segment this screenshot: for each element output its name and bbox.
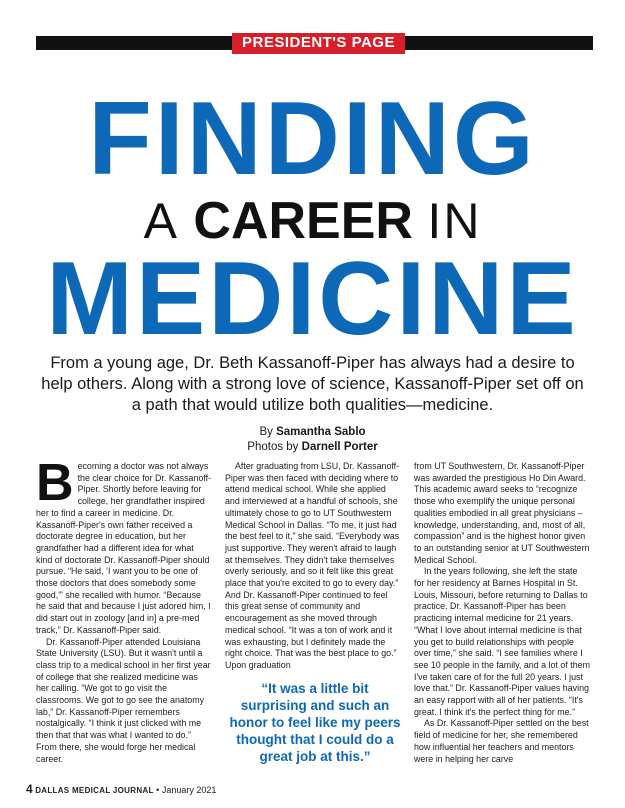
photos-prefix: Photos by [247,441,299,453]
issue-date: January 2021 [161,785,217,795]
author-name: Samantha Sablo [276,426,366,438]
section-label: PRESIDENT'S PAGE [232,33,405,54]
journal-name: DALLAS MEDICAL JOURNAL [35,786,154,795]
title-word-a: A [143,193,179,249]
page-footer [26,782,216,796]
byline-author [0,425,625,440]
title-line-medicine: MEDICINE [46,241,579,357]
photographer-name: Darnell Porter [301,441,378,453]
pull-quote: “It was a little bit surprising and such an honor to feel like my peers thought that I could do a great job at this.” [229,681,401,764]
title-line-finding: FINDING [88,81,537,197]
title-word-in: IN [427,193,482,249]
body-column-2 [225,461,401,672]
article-dek: From a young age, Dr. Beth Kassanoff-Piper has always had a desire to help others. Along with a strong love of science, Kassanoff-Piper set off on a path that would utilize both qualities—medicine. [41,354,584,414]
drop-cap: B [36,454,74,512]
body-column-1 [36,454,212,765]
paragraph: As Dr. Kassanoff-Piper settled on the best field of medicine for her, she remembered how influential her teachers and mentors were in helping her carve [414,718,589,764]
paragraph-text: ecoming a doctor was not always the clear choice for Dr. Kassanoff-Piper. Shortly before leaving for college, her grandfather inspired her to find a career in medicine. Dr. Kassanoff-Piper's own father received a doctorate degree in education, but her grandfather had a different idea for what kind of doctorate Dr. Kassanoff-Piper should pursue. “He said, ‘I want you to be one of those doctors that does somebody some good,'” she recalled with humor. “Because he said that and because I just adored him, I did start out in zoology [and in] a pre-med track,” Dr. Kassanoff-Piper said. [36,461,212,635]
paragraph: from UT Southwestern, Dr. Kassanoff-Piper was awarded the prestigious Ho Din Award. This academic award seeks to “recognize those who exemplify the unique personal qualities embodied in all great physicians – knowledge, understanding, and, most of all, compassion” and is the highest honor given to an outstanding senior at UT Southwestern Medical School. [414,461,590,565]
footer-separator: • [156,785,160,795]
byline-prefix: By [259,426,273,438]
title-word-career: CAREER [193,192,413,250]
paragraph [36,454,212,637]
paragraph: After graduating from LSU, Dr. Kassanoff-Piper was then faced with deciding where to attend medical school. While she applied and interviewed at a handful of schools, she ultimately chose to go to UT Southwestern Medical School in Dallas. “To me, it just had the best feel to it,” she said. “Everybody was just supportive. They weren't afraid to laugh at themselves. They didn't take themselves overly seriously, and so it felt like this great place that you're excited to go to every day.” And Dr. Kassanoff-Piper continued to feel this great sense of community and encouragement as she moved through medical school. “It was a ton of work and it was exhausting, but I definitely made the right choice. That was the best place to go.” Upon graduation [225,461,400,670]
paragraph: In the years following, she left the state for her residency at Barnes Hospital in St. Louis, Missouri, before returning to Dallas to practice. Dr. Kassanoff-Piper has been practicing internal medicine for 21 years. “What I love about internal medicine is that you get to build relationships with people over time,” she said. “I see families where I see 10 people in the family, and a lot of them I've taken care of for the full 20 years. I just love that.” Dr. Kassanoff-Piper values having an easy rapport with all of her patients. “It's great. I think it's the perfect thing for me.” [414,566,590,717]
paragraph: Dr. Kassanoff-Piper attended Louisiana State University (LSU). But it wasn't until a class trip to a medical school in her first year of college that she realized medicine was her calling. “We got to go visit the classrooms. We got to go see the anatomy lab,” Dr. Kassanoff-Piper remembers nostalgically. “I think it just clicked with me then that that was what I wanted to do.” From there, she would forge her medical career. [36,636,211,764]
body-column-3 [414,461,590,765]
page-number: 4 [26,782,33,796]
byline-photos [0,440,625,455]
